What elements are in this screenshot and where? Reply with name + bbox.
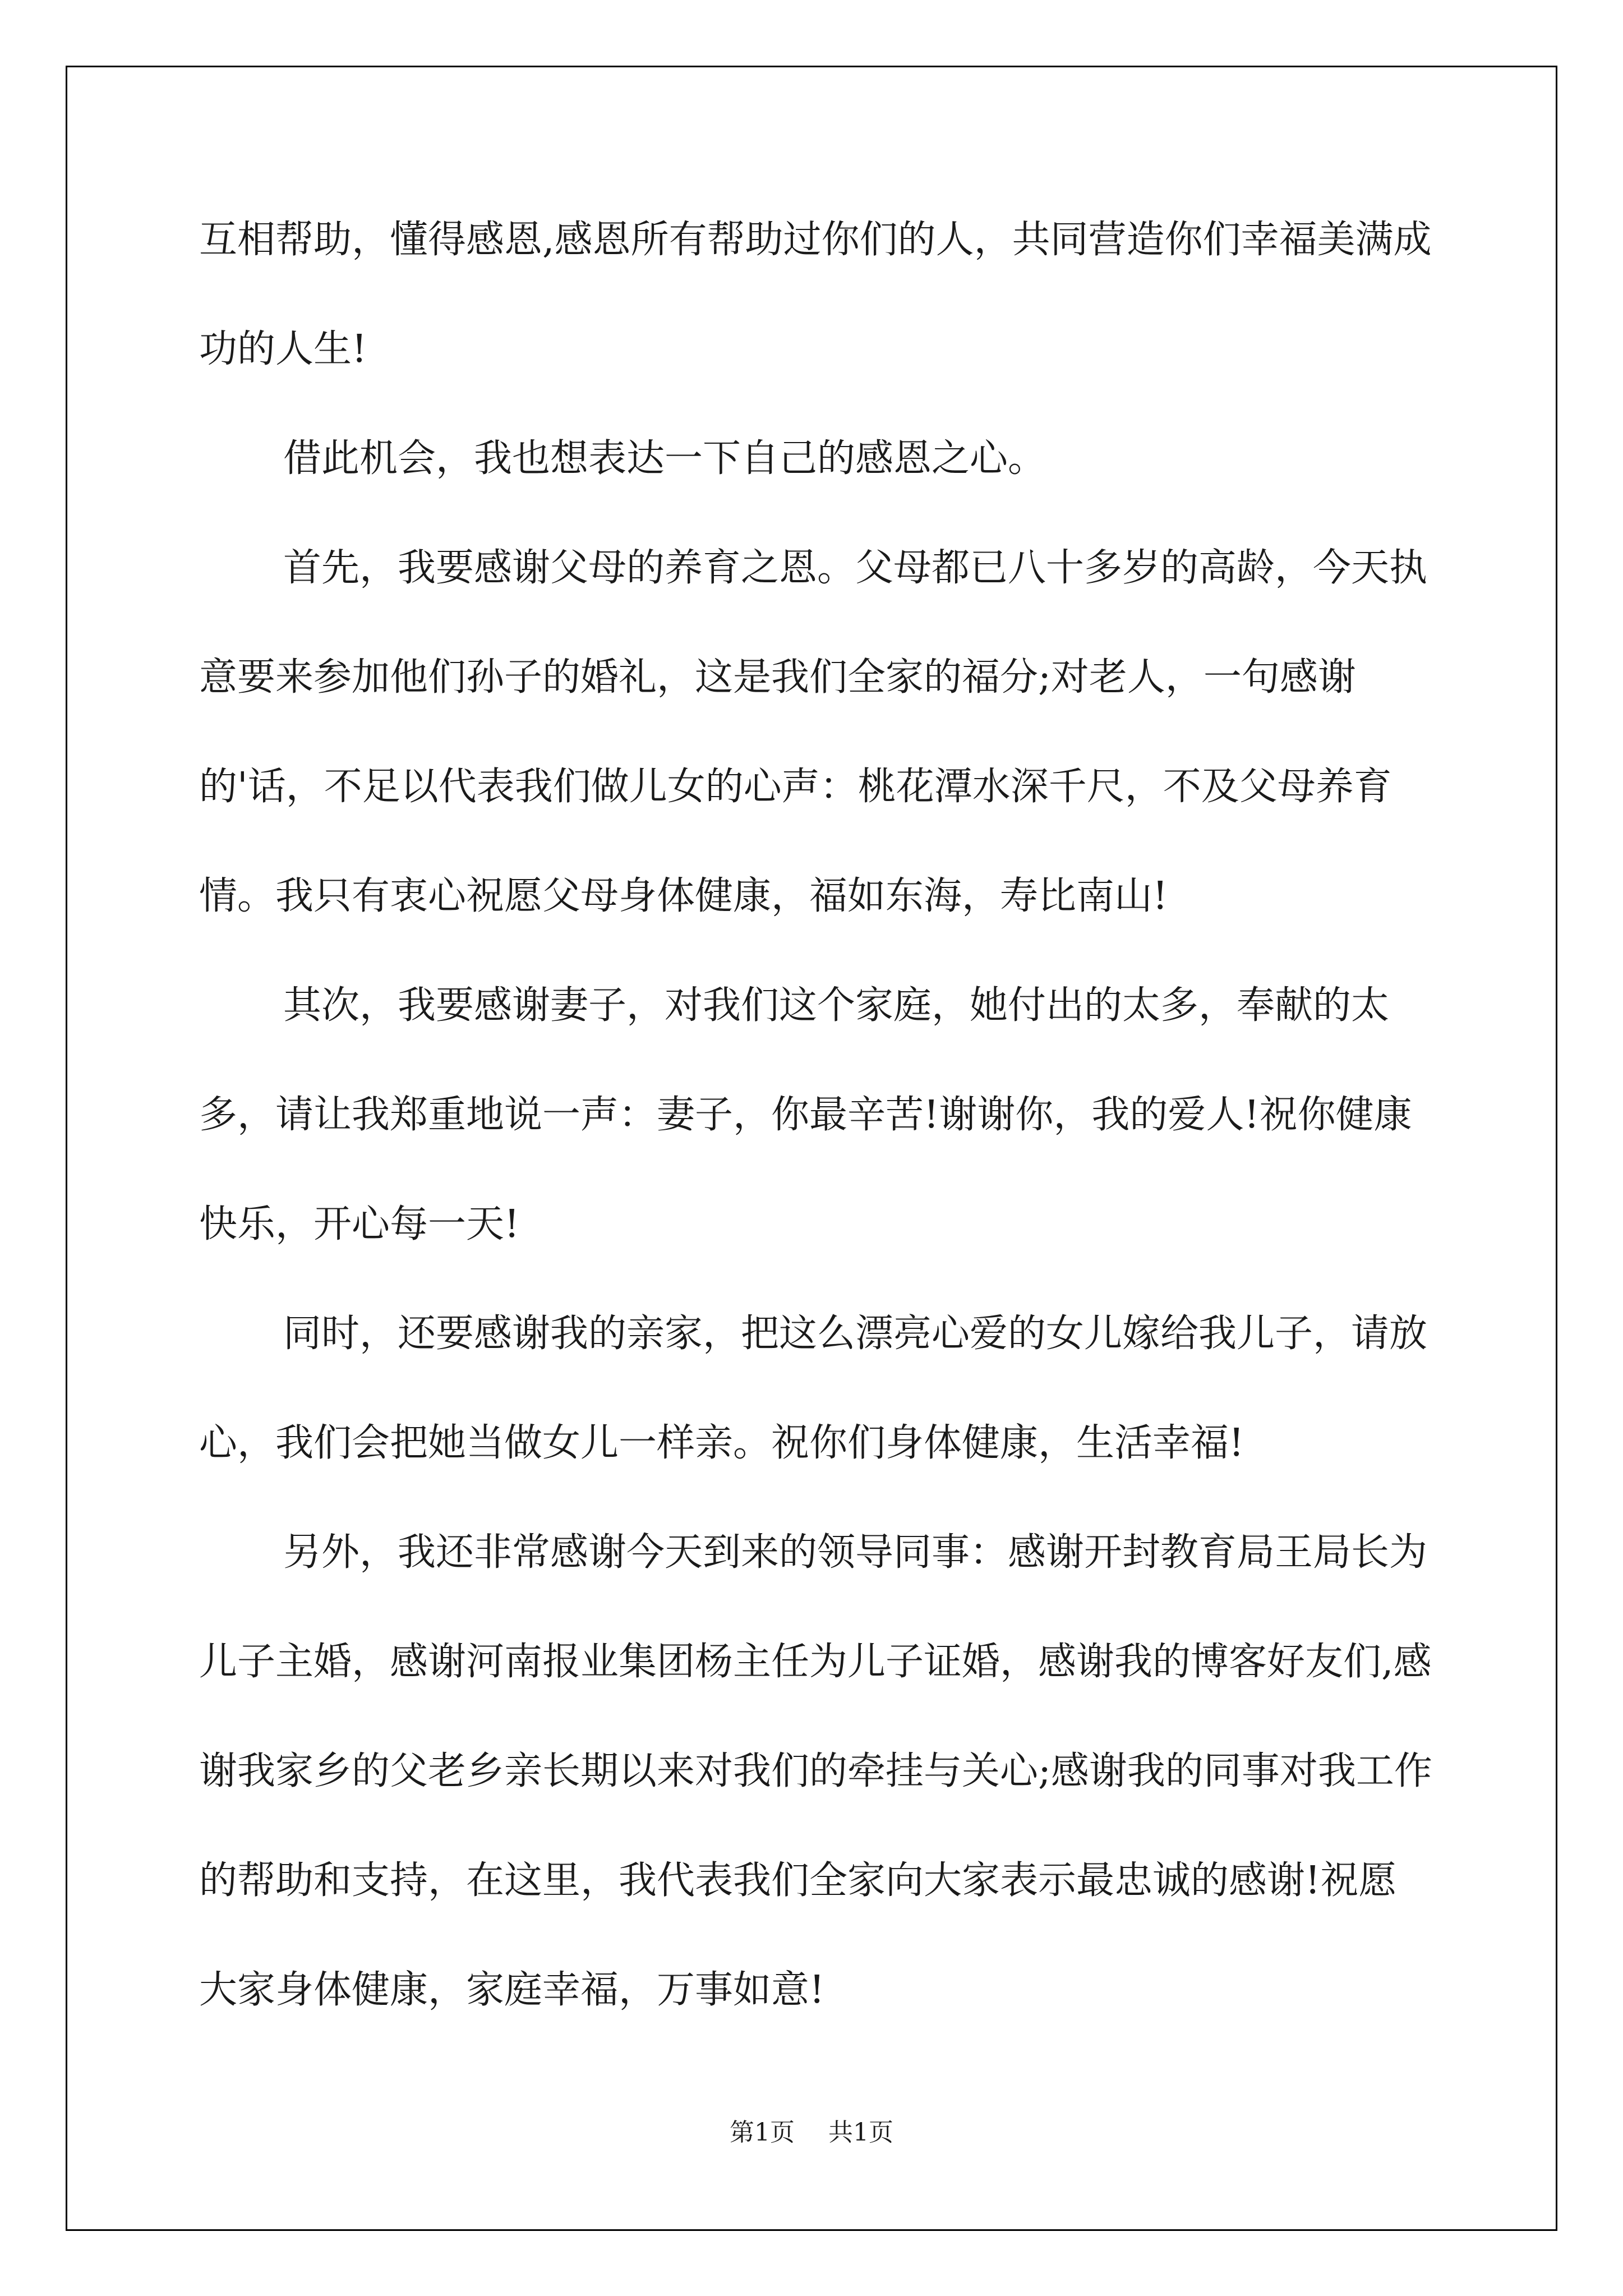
paragraph-5: 同时，还要感谢我的亲家，把这么漂亮心爱的女儿嫁给我儿子，请放心，我们会把她当做女儿一样亲。祝你们身体健康，生活幸福! [199,1312,1428,1465]
paragraph-3: 首先，我要感谢父母的养育之恩。父母都已八十多岁的高龄，今天执意要来参加他们孙子的婚礼，这是我们全家的福分;对老人，一句感谢的'话，不足以代表我们做儿女的心声：桃花潭水深千尺，不及父母养育情。我只有衷心祝愿父母身体健康，福如东海，寿比南山! [199,546,1428,918]
page-number-current: 第1页 [730,2118,795,2147]
paragraph-4: 其次，我要感谢妻子，对我们这个家庭，她付出的太多，奉献的太多，请让我郑重地说一声：妻子，你最辛苦!谢谢你，我的爱人!祝你健康快乐，开心每一天! [199,983,1412,1246]
page-footer [0,2116,1623,2150]
paragraph-2: 借此机会，我也想表达一下自己的感恩之心。 [283,436,1046,481]
paragraph-6: 另外，我还非常感谢今天到来的领导同事：感谢开封教育局王局长为儿子主婚，感谢河南报业集团杨主任为儿子证婚，感谢我的博客好友们,感谢我家乡的父老乡亲长期以来对我们的牵挂与关心;感谢我的同事对我工作的帮助和支持，在这里，我代表我们全家向大家表示最忠诚的感谢!祝愿大家身体健康，家庭幸福，万事如意! [199,1530,1432,2012]
page-number-total: 共1页 [828,2118,893,2147]
document-body [199,185,1433,2045]
paragraph-1: 互相帮助，懂得感恩,感恩所有帮助过你们的人，共同营造你们幸福美满成功的人生! [199,218,1432,371]
